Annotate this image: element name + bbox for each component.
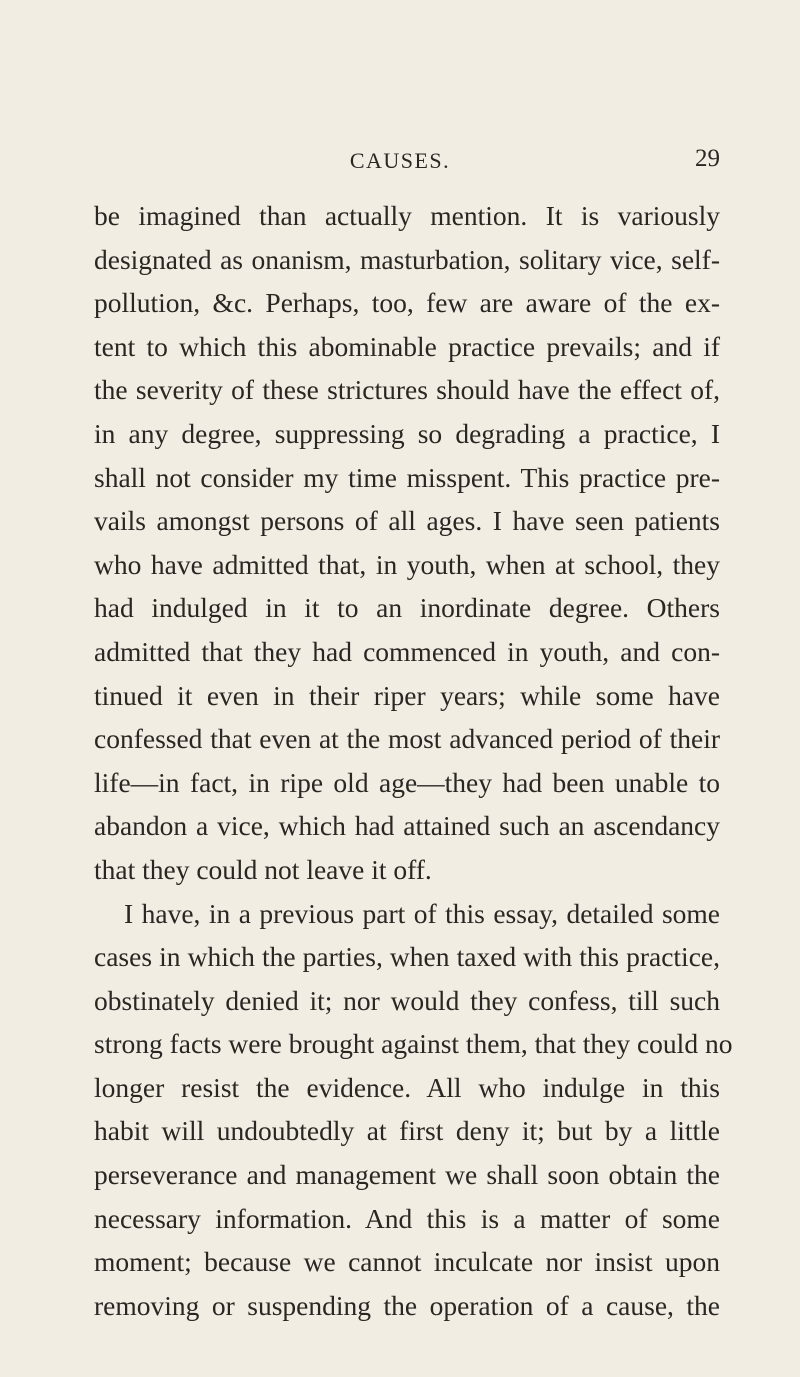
page-number: 29 <box>695 145 720 172</box>
text-line: the severity of these strictures should have the effect of, <box>94 374 720 406</box>
text-line: habit will undoubtedly at first deny it; but by a little <box>94 1115 720 1147</box>
text-line: abandon a vice, which had attained such an ascendancy <box>94 810 720 842</box>
text-line: confessed that even at the most advanced period of their <box>94 723 720 755</box>
paragraph-start-line: I have, in a previous part of this essay, detailed some <box>124 897 720 929</box>
text-line: in any degree, suppressing so degrading a practice, I <box>94 417 720 449</box>
text-line: necessary information. And this is a matter of some <box>94 1202 720 1234</box>
text-line: designated as onanism, masturbation, solitary vice, self- <box>94 243 720 275</box>
text-line: strong facts were brought against them, that they could no <box>94 1028 733 1060</box>
running-head: CAUSES. <box>349 148 451 173</box>
text-line: be imagined than actually mention. It is variously <box>94 200 720 231</box>
text-line: obstinately denied it; nor would they confess, till such <box>94 984 720 1016</box>
text-line: had indulged in it to an inordinate degree. Others <box>94 592 720 624</box>
body-text <box>94 194 733 1327</box>
text-line: moment; because we cannot inculcate nor insist upon <box>94 1246 720 1278</box>
text-line: who have admitted that, in youth, when at school, they <box>94 548 720 580</box>
text-line: perseverance and management we shall soon obtain the <box>94 1159 720 1191</box>
text-line: tent to which this abominable practice prevails; and if <box>94 330 720 362</box>
text-line: admitted that they had commenced in youth, and con- <box>94 635 720 667</box>
text-line: vails amongst persons of all ages. I have seen patients <box>94 505 720 537</box>
page-header <box>240 145 720 178</box>
text-line: removing or suspending the operation of a cause, the <box>94 1289 720 1321</box>
text-line: longer resist the evidence. All who indulge in this <box>94 1071 720 1103</box>
text-line: that they could not leave it off. <box>94 853 432 885</box>
text-line: life—in fact, in ripe old age—they had been unable to <box>94 766 720 798</box>
text-line: cases in which the parties, when taxed with this practice, <box>94 941 720 973</box>
text-line: shall not consider my time misspent. This practice pre- <box>94 461 720 493</box>
text-line: pollution, &c. Perhaps, too, few are aware of the ex- <box>94 287 720 319</box>
text-line: tinued it even in their riper years; while some have <box>94 679 720 711</box>
